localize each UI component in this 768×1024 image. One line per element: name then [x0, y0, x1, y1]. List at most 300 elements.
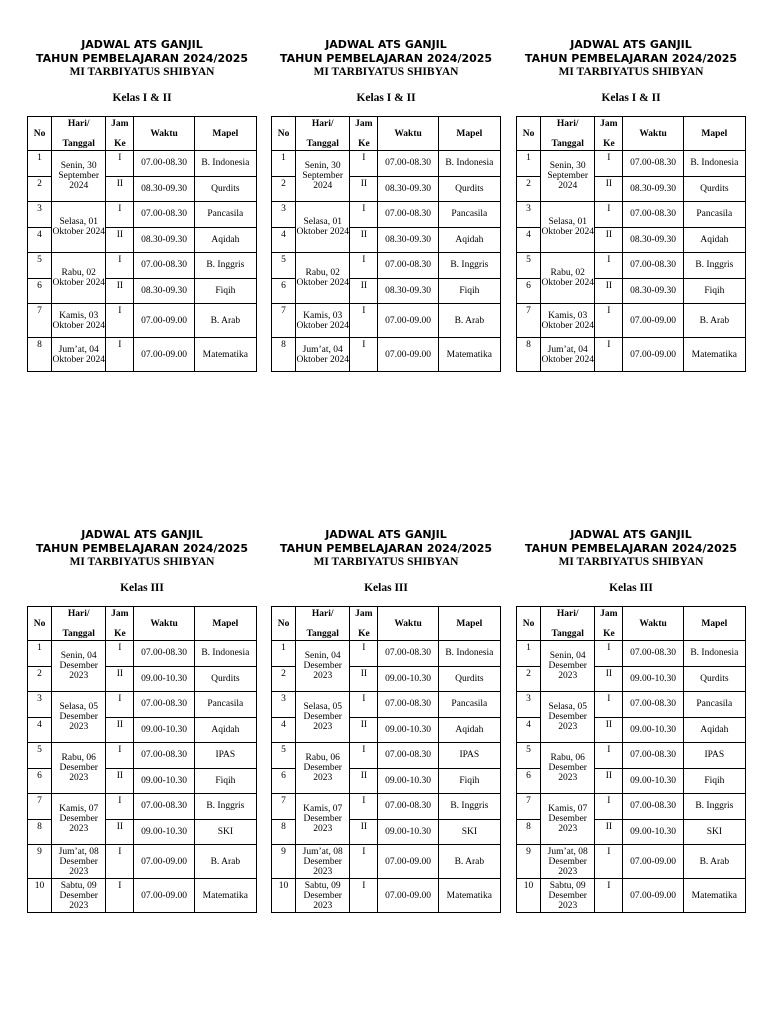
class-label: Kelas III — [364, 582, 408, 594]
title-exam: JADWAL ATS GANJIL — [81, 528, 203, 541]
cell-mapel: Qurdits — [194, 176, 256, 202]
header-ke-label: Ke — [114, 138, 126, 149]
cell-jam-ke: II — [350, 666, 378, 692]
schedule-block — [516, 38, 746, 372]
cell-waktu: 08.30-09.30 — [134, 227, 194, 253]
header-no: No — [272, 117, 296, 151]
header-waktu: Waktu — [623, 607, 683, 641]
cell-no: 10 — [28, 879, 52, 913]
cell-jam-ke: I — [350, 845, 378, 879]
table-row — [272, 202, 501, 228]
header-ke-label: Ke — [114, 628, 126, 639]
cell-mapel: Fiqih — [438, 768, 500, 794]
cell-waktu: 08.30-09.30 — [378, 176, 438, 202]
schedule-table — [271, 116, 501, 372]
cell-mapel: B. Indonesia — [438, 151, 500, 177]
schedule-header — [516, 528, 746, 569]
schedule-table — [516, 116, 746, 372]
cell-waktu: 08.30-09.30 — [134, 176, 194, 202]
header-no: No — [272, 607, 296, 641]
cell-waktu: 07.00-09.00 — [623, 338, 683, 372]
cell-hari-tanggal: Rabu, 06 Desember 2023 — [541, 743, 595, 794]
school-name: MI TARBIYATUS SHIBYAN — [313, 556, 459, 568]
cell-jam-ke: I — [106, 845, 134, 879]
cell-mapel: B. Inggris — [683, 253, 745, 279]
cell-jam-ke: I — [106, 253, 134, 279]
table-row — [517, 641, 746, 667]
cell-jam-ke: I — [595, 743, 623, 769]
cell-jam-ke: I — [350, 879, 378, 913]
title-year: TAHUN PEMBELAJARAN 2024/2025 — [279, 542, 493, 555]
table-row — [272, 845, 501, 879]
header-row — [28, 117, 257, 151]
table-row — [28, 641, 257, 667]
table-row — [272, 879, 501, 913]
header-ke-label: Ke — [603, 628, 615, 639]
cell-hari-tanggal: Sabtu, 09 Desember 2023 — [541, 879, 595, 913]
cell-mapel: B. Inggris — [438, 253, 500, 279]
cell-mapel: B. Arab — [194, 304, 256, 338]
cell-mapel: IPAS — [683, 743, 745, 769]
cell-mapel: Matematika — [194, 338, 256, 372]
cell-waktu: 07.00-08.30 — [134, 641, 194, 667]
title-year: TAHUN PEMBELAJARAN 2024/2025 — [524, 542, 738, 555]
table-row — [28, 879, 257, 913]
title-exam: JADWAL ATS GANJIL — [570, 528, 692, 541]
schedule-block — [271, 38, 501, 372]
header-jam-label: Jam — [355, 118, 373, 129]
class-label: Kelas I & II — [356, 92, 416, 104]
cell-jam-ke: II — [595, 768, 623, 794]
table-row — [28, 253, 257, 279]
cell-waktu: 07.00-09.00 — [134, 845, 194, 879]
cell-no: 5 — [272, 743, 296, 769]
cell-hari-tanggal: Jum’at, 08 Desember 2023 — [541, 845, 595, 879]
cell-waktu: 09.00-10.30 — [623, 717, 683, 743]
cell-no: 7 — [272, 794, 296, 820]
schedule-header — [27, 38, 257, 79]
table-row — [272, 253, 501, 279]
schedule-block — [27, 528, 257, 913]
cell-jam-ke: I — [595, 879, 623, 913]
schedule-table — [271, 606, 501, 913]
cell-mapel: IPAS — [438, 743, 500, 769]
header-no: No — [28, 607, 52, 641]
table-row — [517, 794, 746, 820]
cell-jam-ke: II — [350, 176, 378, 202]
cell-hari-tanggal: Sabtu, 09 Desember 2023 — [52, 879, 106, 913]
table-row — [28, 743, 257, 769]
header-jam-ke — [350, 117, 378, 151]
table-row — [272, 304, 501, 338]
cell-jam-ke: I — [106, 202, 134, 228]
cell-hari-tanggal: Rabu, 06 Desember 2023 — [296, 743, 350, 794]
header-hari-label: Hari/ — [311, 118, 334, 129]
cell-hari-tanggal: Rabu, 06 Desember 2023 — [52, 743, 106, 794]
cell-hari-tanggal: Senin, 04 Desember 2023 — [541, 641, 595, 692]
cell-mapel: B. Arab — [194, 845, 256, 879]
table-row — [517, 202, 746, 228]
cell-mapel: Pancasila — [683, 202, 745, 228]
table-row — [28, 202, 257, 228]
cell-jam-ke: II — [106, 227, 134, 253]
cell-no: 7 — [517, 794, 541, 820]
cell-mapel: B. Indonesia — [194, 641, 256, 667]
cell-mapel: Qurdits — [438, 666, 500, 692]
cell-mapel: Pancasila — [194, 202, 256, 228]
cell-waktu: 09.00-10.30 — [378, 666, 438, 692]
cell-waktu: 07.00-08.30 — [134, 151, 194, 177]
cell-no: 4 — [272, 717, 296, 743]
cell-jam-ke: I — [595, 202, 623, 228]
header-ke-label: Ke — [358, 138, 370, 149]
title-exam: JADWAL ATS GANJIL — [325, 528, 447, 541]
cell-waktu: 07.00-08.30 — [378, 692, 438, 718]
cell-no: 2 — [272, 176, 296, 202]
cell-mapel: B. Inggris — [438, 794, 500, 820]
cell-waktu: 07.00-09.00 — [623, 879, 683, 913]
cell-jam-ke: I — [350, 151, 378, 177]
cell-no: 3 — [272, 692, 296, 718]
cell-no: 6 — [272, 768, 296, 794]
header-hari-tanggal — [541, 607, 595, 641]
cell-mapel: Pancasila — [438, 202, 500, 228]
header-jam-label: Jam — [355, 608, 373, 619]
cell-jam-ke: I — [106, 151, 134, 177]
cell-mapel: B. Inggris — [194, 253, 256, 279]
cell-hari-tanggal: Rabu, 02 Oktober 2024 — [52, 253, 106, 304]
cell-no: 1 — [272, 151, 296, 177]
cell-hari-tanggal: Selasa, 01 Oktober 2024 — [541, 202, 595, 253]
table-row — [517, 692, 746, 718]
title-exam: JADWAL ATS GANJIL — [81, 38, 203, 51]
cell-mapel: B. Indonesia — [683, 151, 745, 177]
school-name: MI TARBIYATUS SHIBYAN — [69, 66, 215, 78]
cell-no: 9 — [28, 845, 52, 879]
cell-mapel: Matematika — [438, 879, 500, 913]
cell-jam-ke: I — [350, 304, 378, 338]
cell-no: 6 — [272, 278, 296, 304]
header-waktu: Waktu — [134, 607, 194, 641]
cell-jam-ke: II — [106, 666, 134, 692]
cell-mapel: Qurdits — [194, 666, 256, 692]
table-row — [28, 794, 257, 820]
cell-waktu: 07.00-08.30 — [378, 641, 438, 667]
cell-no: 9 — [272, 845, 296, 879]
cell-waktu: 07.00-08.30 — [134, 202, 194, 228]
cell-hari-tanggal: Kamis, 03 Oktober 2024 — [541, 304, 595, 338]
cell-mapel: Qurdits — [683, 666, 745, 692]
cell-waktu: 09.00-10.30 — [623, 666, 683, 692]
cell-waktu: 07.00-09.00 — [134, 879, 194, 913]
cell-jam-ke: II — [595, 717, 623, 743]
cell-mapel: Pancasila — [438, 692, 500, 718]
cell-no: 8 — [517, 819, 541, 845]
class-label: Kelas III — [120, 582, 164, 594]
cell-no: 9 — [517, 845, 541, 879]
table-row — [28, 151, 257, 177]
cell-hari-tanggal: Senin, 04 Desember 2023 — [52, 641, 106, 692]
table-row — [517, 879, 746, 913]
cell-jam-ke: II — [106, 768, 134, 794]
schedule-header — [271, 528, 501, 569]
cell-no: 8 — [28, 819, 52, 845]
cell-waktu: 09.00-10.30 — [134, 666, 194, 692]
cell-waktu: 07.00-08.30 — [623, 641, 683, 667]
cell-jam-ke: I — [106, 743, 134, 769]
cell-waktu: 07.00-08.30 — [623, 151, 683, 177]
cell-hari-tanggal: Selasa, 01 Oktober 2024 — [296, 202, 350, 253]
cell-waktu: 08.30-09.30 — [623, 278, 683, 304]
cell-jam-ke: I — [350, 794, 378, 820]
header-hari-tanggal — [52, 607, 106, 641]
cell-waktu: 07.00-09.00 — [378, 879, 438, 913]
table-row — [272, 692, 501, 718]
header-hari-label: Hari/ — [67, 608, 90, 619]
cell-waktu: 09.00-10.30 — [378, 819, 438, 845]
cell-hari-tanggal: Kamis, 03 Oktober 2024 — [52, 304, 106, 338]
cell-waktu: 08.30-09.30 — [378, 227, 438, 253]
cell-no: 4 — [28, 227, 52, 253]
cell-mapel: Fiqih — [438, 278, 500, 304]
title-exam: JADWAL ATS GANJIL — [325, 38, 447, 51]
cell-jam-ke: I — [106, 338, 134, 372]
school-name: MI TARBIYATUS SHIBYAN — [69, 556, 215, 568]
cell-jam-ke: II — [106, 278, 134, 304]
cell-no: 10 — [517, 879, 541, 913]
cell-no: 1 — [517, 151, 541, 177]
header-jam-ke — [595, 117, 623, 151]
cell-mapel: SKI — [194, 819, 256, 845]
cell-waktu: 07.00-08.30 — [378, 151, 438, 177]
cell-no: 2 — [517, 666, 541, 692]
cell-jam-ke: I — [350, 338, 378, 372]
cell-jam-ke: II — [350, 819, 378, 845]
cell-no: 7 — [517, 304, 541, 338]
cell-no: 2 — [28, 176, 52, 202]
cell-hari-tanggal: Kamis, 03 Oktober 2024 — [296, 304, 350, 338]
cell-no: 3 — [28, 202, 52, 228]
cell-no: 2 — [517, 176, 541, 202]
cell-mapel: Matematika — [683, 879, 745, 913]
schedule-block — [27, 38, 257, 372]
header-row — [272, 607, 501, 641]
cell-waktu: 09.00-10.30 — [623, 819, 683, 845]
header-mapel: Mapel — [194, 117, 256, 151]
school-name: MI TARBIYATUS SHIBYAN — [313, 66, 459, 78]
class-label: Kelas I & II — [601, 92, 661, 104]
cell-waktu: 07.00-09.00 — [378, 304, 438, 338]
cell-hari-tanggal: Selasa, 05 Desember 2023 — [296, 692, 350, 743]
cell-jam-ke: I — [350, 202, 378, 228]
cell-no: 6 — [28, 768, 52, 794]
cell-waktu: 07.00-08.30 — [134, 253, 194, 279]
header-row — [517, 117, 746, 151]
cell-waktu: 07.00-08.30 — [623, 743, 683, 769]
cell-mapel: IPAS — [194, 743, 256, 769]
header-mapel: Mapel — [438, 607, 500, 641]
schedule-block — [516, 528, 746, 913]
cell-jam-ke: II — [106, 176, 134, 202]
cell-mapel: B. Arab — [683, 304, 745, 338]
header-no: No — [517, 607, 541, 641]
cell-no: 2 — [28, 666, 52, 692]
cell-no: 2 — [272, 666, 296, 692]
table-row — [272, 151, 501, 177]
cell-jam-ke: I — [106, 641, 134, 667]
cell-jam-ke: II — [106, 819, 134, 845]
cell-waktu: 07.00-09.00 — [378, 845, 438, 879]
cell-no: 5 — [272, 253, 296, 279]
cell-mapel: B. Arab — [683, 845, 745, 879]
header-hari-label: Hari/ — [556, 608, 579, 619]
cell-mapel: Fiqih — [194, 278, 256, 304]
cell-waktu: 08.30-09.30 — [378, 278, 438, 304]
cell-mapel: Matematika — [194, 879, 256, 913]
cell-jam-ke: I — [595, 641, 623, 667]
cell-hari-tanggal: Selasa, 05 Desember 2023 — [52, 692, 106, 743]
cell-mapel: Aqidah — [438, 717, 500, 743]
cell-jam-ke: I — [595, 338, 623, 372]
cell-waktu: 07.00-09.00 — [134, 304, 194, 338]
cell-waktu: 07.00-08.30 — [134, 794, 194, 820]
cell-hari-tanggal: Senin, 30 September 2024 — [541, 151, 595, 202]
cell-jam-ke: II — [595, 666, 623, 692]
schedule-block — [271, 528, 501, 913]
cell-no: 5 — [517, 253, 541, 279]
cell-mapel: SKI — [438, 819, 500, 845]
cell-hari-tanggal: Sabtu, 09 Desember 2023 — [296, 879, 350, 913]
cell-mapel: Pancasila — [194, 692, 256, 718]
title-year: TAHUN PEMBELAJARAN 2024/2025 — [279, 52, 493, 65]
schedule-table — [27, 606, 257, 913]
cell-jam-ke: I — [106, 879, 134, 913]
cell-waktu: 09.00-10.30 — [378, 717, 438, 743]
cell-waktu: 09.00-10.30 — [134, 819, 194, 845]
cell-mapel: Aqidah — [194, 717, 256, 743]
cell-mapel: Qurdits — [683, 176, 745, 202]
cell-jam-ke: I — [595, 794, 623, 820]
cell-no: 3 — [272, 202, 296, 228]
cell-jam-ke: II — [595, 278, 623, 304]
cell-mapel: Aqidah — [683, 717, 745, 743]
schedule-header — [27, 528, 257, 569]
cell-waktu: 07.00-08.30 — [134, 692, 194, 718]
cell-hari-tanggal: Kamis, 07 Desember 2023 — [52, 794, 106, 845]
header-waktu: Waktu — [378, 117, 438, 151]
header-no: No — [517, 117, 541, 151]
cell-no: 5 — [517, 743, 541, 769]
header-hari-tanggal — [296, 117, 350, 151]
class-label: Kelas I & II — [112, 92, 172, 104]
class-label: Kelas III — [609, 582, 653, 594]
header-row — [517, 607, 746, 641]
table-row — [28, 692, 257, 718]
cell-no: 3 — [517, 202, 541, 228]
header-ke-label: Ke — [358, 628, 370, 639]
cell-waktu: 07.00-08.30 — [134, 743, 194, 769]
header-mapel: Mapel — [683, 117, 745, 151]
cell-hari-tanggal: Jum’at, 08 Desember 2023 — [296, 845, 350, 879]
cell-waktu: 07.00-08.30 — [623, 794, 683, 820]
cell-hari-tanggal: Jum’at, 08 Desember 2023 — [52, 845, 106, 879]
cell-hari-tanggal: Senin, 04 Desember 2023 — [296, 641, 350, 692]
header-row — [272, 117, 501, 151]
cell-hari-tanggal: Jum’at, 04 Oktober 2024 — [52, 338, 106, 372]
cell-mapel: B. Indonesia — [194, 151, 256, 177]
cell-jam-ke: I — [595, 253, 623, 279]
cell-no: 6 — [517, 768, 541, 794]
header-hari-label: Hari/ — [311, 608, 334, 619]
cell-waktu: 07.00-08.30 — [378, 794, 438, 820]
cell-waktu: 07.00-09.00 — [134, 338, 194, 372]
cell-no: 1 — [517, 641, 541, 667]
school-name: MI TARBIYATUS SHIBYAN — [558, 556, 704, 568]
header-hari-tanggal — [296, 607, 350, 641]
cell-mapel: B. Arab — [438, 845, 500, 879]
table-row — [272, 641, 501, 667]
cell-mapel: B. Inggris — [683, 794, 745, 820]
header-jam-ke — [350, 607, 378, 641]
cell-waktu: 08.30-09.30 — [134, 278, 194, 304]
table-row — [28, 845, 257, 879]
cell-no: 8 — [272, 338, 296, 372]
header-hari-label: Hari/ — [67, 118, 90, 129]
cell-no: 6 — [517, 278, 541, 304]
cell-mapel: Pancasila — [683, 692, 745, 718]
cell-jam-ke: II — [350, 768, 378, 794]
schedule-header — [271, 38, 501, 79]
cell-jam-ke: I — [595, 692, 623, 718]
header-hari-tanggal — [541, 117, 595, 151]
cell-hari-tanggal: Jum’at, 04 Oktober 2024 — [296, 338, 350, 372]
header-jam-label: Jam — [600, 118, 618, 129]
header-mapel: Mapel — [194, 607, 256, 641]
cell-jam-ke: I — [595, 845, 623, 879]
cell-hari-tanggal: Selasa, 01 Oktober 2024 — [52, 202, 106, 253]
cell-no: 8 — [28, 338, 52, 372]
cell-waktu: 07.00-09.00 — [623, 845, 683, 879]
header-row — [28, 607, 257, 641]
cell-no: 1 — [28, 641, 52, 667]
cell-jam-ke: I — [350, 692, 378, 718]
header-mapel: Mapel — [438, 117, 500, 151]
cell-no: 4 — [517, 717, 541, 743]
cell-mapel: Aqidah — [438, 227, 500, 253]
cell-hari-tanggal: Jum’at, 04 Oktober 2024 — [541, 338, 595, 372]
cell-no: 5 — [28, 253, 52, 279]
cell-mapel: B. Indonesia — [438, 641, 500, 667]
header-tanggal-label: Tanggal — [306, 628, 339, 639]
title-exam: JADWAL ATS GANJIL — [570, 38, 692, 51]
header-mapel: Mapel — [683, 607, 745, 641]
cell-no: 1 — [28, 151, 52, 177]
cell-hari-tanggal: Kamis, 07 Desember 2023 — [296, 794, 350, 845]
cell-mapel: B. Inggris — [194, 794, 256, 820]
table-row — [517, 253, 746, 279]
cell-mapel: SKI — [683, 819, 745, 845]
title-year: TAHUN PEMBELAJARAN 2024/2025 — [35, 52, 249, 65]
cell-no: 7 — [28, 304, 52, 338]
cell-waktu: 08.30-09.30 — [623, 227, 683, 253]
cell-waktu: 09.00-10.30 — [134, 768, 194, 794]
cell-waktu: 09.00-10.30 — [623, 768, 683, 794]
cell-waktu: 08.30-09.30 — [623, 176, 683, 202]
cell-mapel: Matematika — [683, 338, 745, 372]
cell-waktu: 09.00-10.30 — [134, 717, 194, 743]
header-tanggal-label: Tanggal — [306, 138, 339, 149]
cell-no: 8 — [272, 819, 296, 845]
